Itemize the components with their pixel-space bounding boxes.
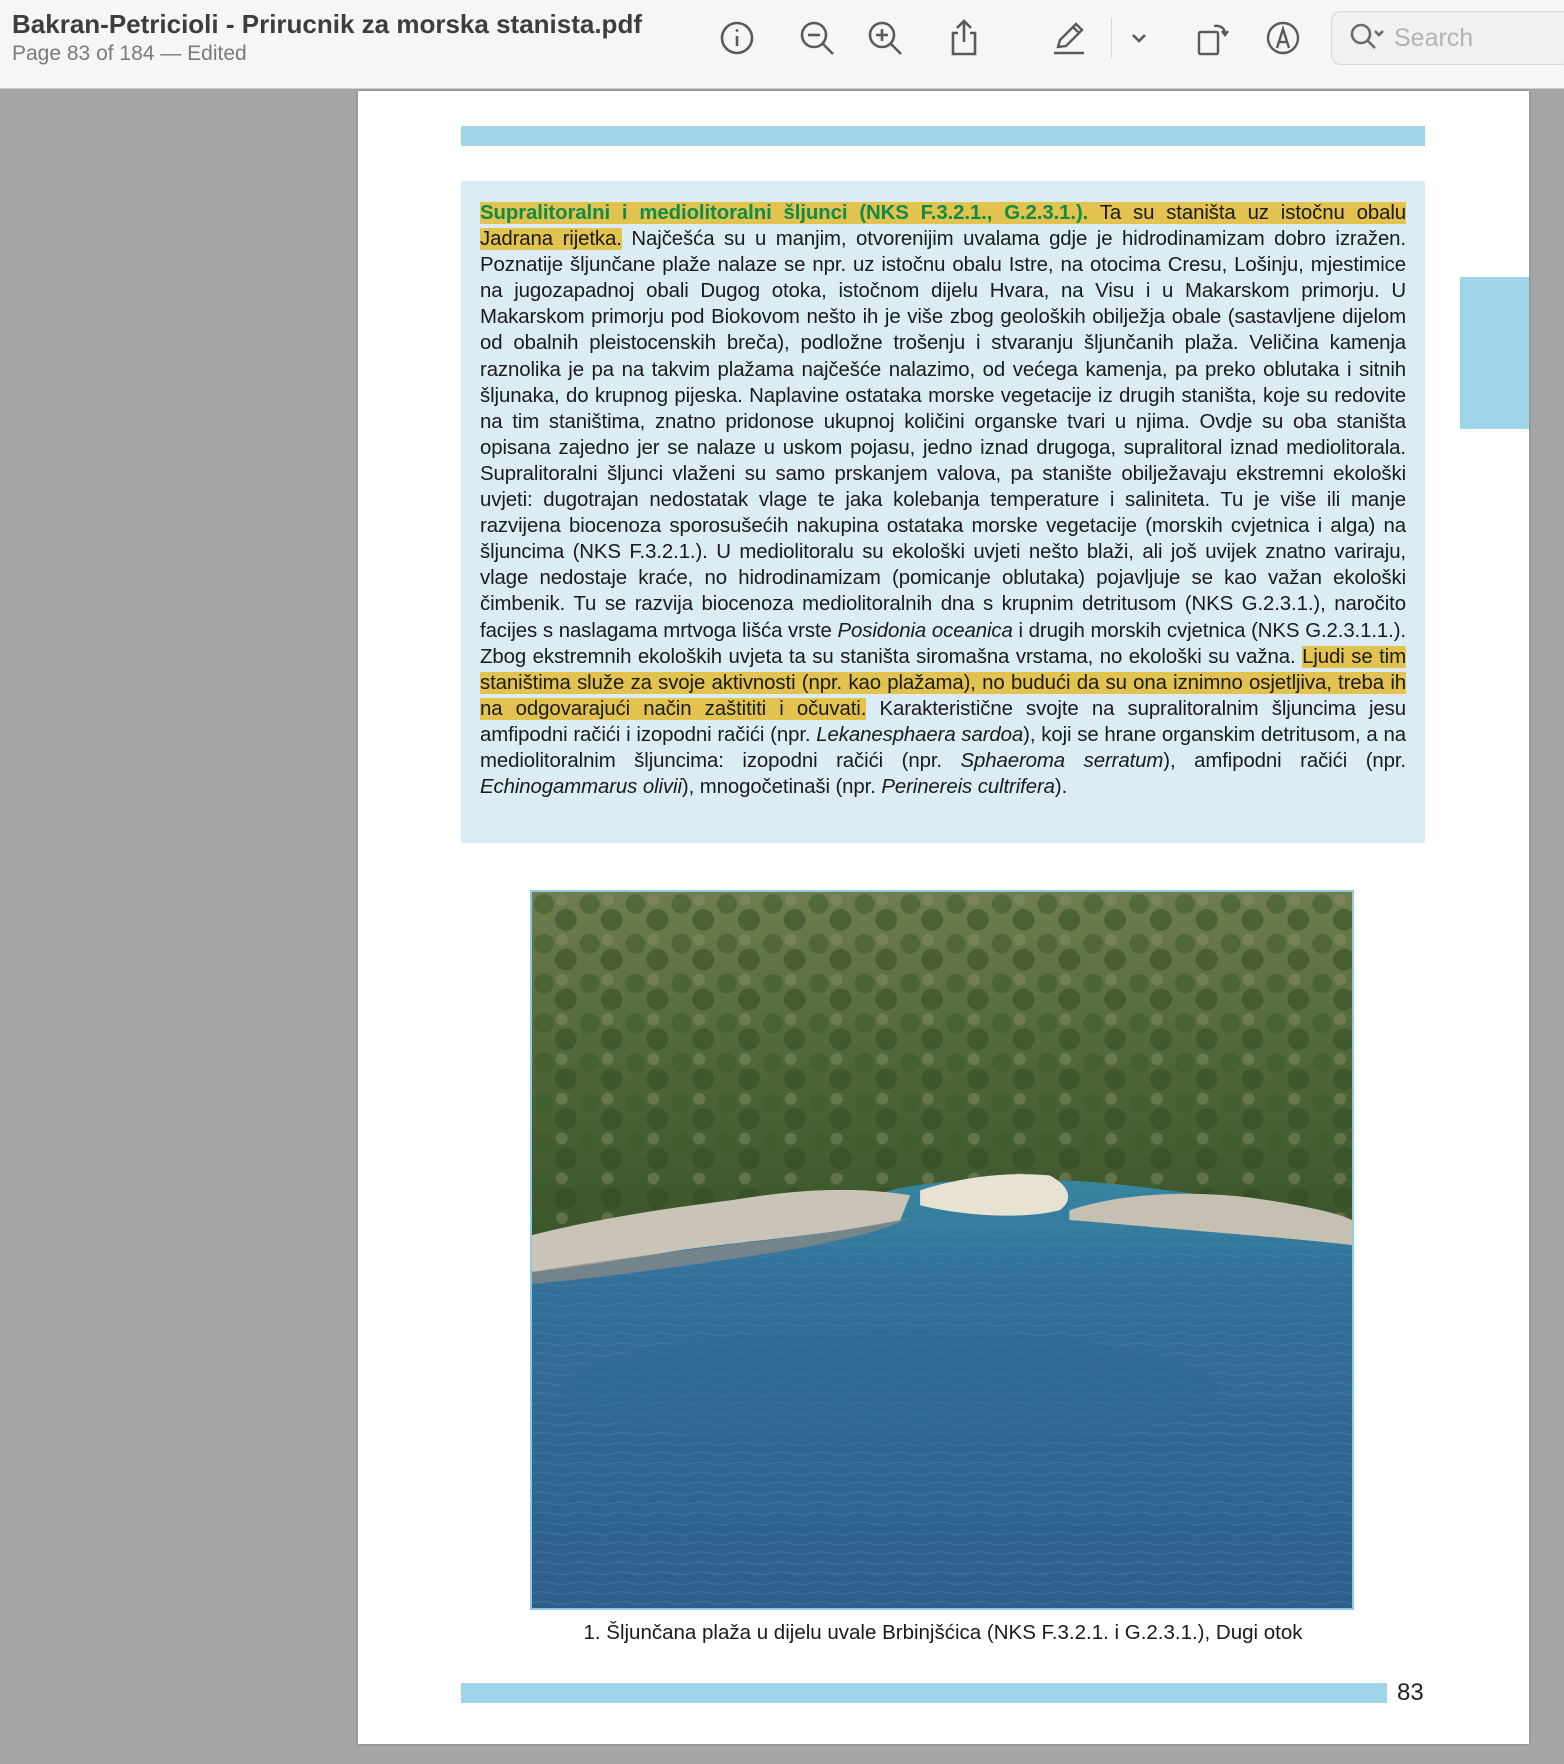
rotate-button[interactable] (1188, 14, 1236, 62)
body-text-4: ), koji se hrane organskim detritusom, a na mediolitoralnim šljuncima: izopodni račići (npr. (480, 723, 1406, 772)
zoom-out-button[interactable] (793, 14, 841, 62)
body-paragraph (480, 200, 1406, 800)
zoom-in-button[interactable] (861, 14, 909, 62)
species-name: Lekanesphaera sardoa (816, 723, 1024, 746)
toolbar-divider (1111, 18, 1112, 58)
highlighted-text-2: Ljudi se tim staništima služe za svoje aktivnosti (npr. kao plažama), no budući da su ona iznimno osjetljiva, treba ih na odgovarajući način zaštititi i očuvati. (480, 645, 1406, 720)
body-text-1: Najčešća su u manjim, otvorenijim uvalama gdje je hidrodinamizam dobro izražen. Poznatije šljunčane plaže nalaze se npr. uz istočnu obalu Istre, na otocima Cresu, Lošinju, mjestimice na jugozapadnoj obali Dugog otoka, istočnom dijelu Hvara, na Visu i u Makarskom primorju. U Makarskom primorju pod Biokovom nešto ih je više zbog geoloških obilježja obale (sastavljene dijelom od obalnih pleistocenskih breča), podložne trošenju i stvaranju šljunčanih plaža. Veličina kamenja raznolika je pa na takvim plažama najčešće nalazimo, od većega kamenja, pa preko oblutaka i sitnih šljunaka, do krupnog pijeska. Naplavine ostataka morske vegetacije iz drugih staništa, koje su redovite na tim staništima, znatno pridonose ukupnoj količini organske tvari u njima. Ovdje su oba staništa opisana zajedno jer se nalaze u uskom pojasu, jedno iznad drugoga, supralitoral iznad mediolitorala. Supralitoralni šljunci vlaženi su samo prskanjem valova, pa stanište obilježavaju ekstremni ekološki uvjeti: dugotrajan nedostatak vlage te jaka kolebanja temperature i saliniteta. Tu je više ili manje razvijena biocenoza sporosušećih nakupina ostataka morske vegetacije (morskih cvjetnica i alga) na šljuncima (NKS F.3.2.1.). U mediolitoralu su ekološki uvjeti nešto blaži, ali još uvijek znatno variraju, vlage nedostaje kraće, no hidrodinamizam (pomicanje oblutaka) pojavljuje se kao važan ekološki čimbenik. Tu se razvija biocenoza mediolitoralnih dna s krupnim detritusom (NKS G.2.3.1.), naročito facijes s naslagama mrtvoga lišća vrste (480, 228, 1406, 642)
search-field[interactable] (1331, 11, 1564, 65)
markup-pen-icon (1049, 18, 1089, 58)
zoom-out-icon (797, 18, 837, 58)
annotate-button[interactable] (1259, 14, 1307, 62)
markup-options-button[interactable] (1115, 14, 1163, 62)
info-button[interactable] (713, 14, 761, 62)
footer-band (461, 1683, 1387, 1703)
search-input[interactable] (1392, 23, 1556, 54)
species-name: Sphaeroma serratum (960, 749, 1164, 772)
body-text-2: i drugih morskih cvjetnica (NKS G.2.3.1.1.). Zbog ekstremnih ekoloških uvjeta ta su staništa siromašna vrstama, no ekološki su važna. (480, 619, 1406, 668)
body-text-5: ), amfipodni račići (npr. (1163, 749, 1407, 772)
page-number: 83 (1397, 1679, 1424, 1706)
figure-photo (530, 890, 1354, 1610)
body-text-6: ), mnogočetinaši (npr. (681, 776, 882, 799)
species-name: Posidonia oceanica (837, 619, 1013, 642)
body-text-3: Karakteristične svojte na supralitoralnim šljuncima jesu amfipodni račići i izopodni račići (npr. (480, 697, 1406, 746)
document-status: Page 83 of 184 — Edited (12, 42, 247, 65)
share-icon (944, 18, 984, 58)
body-text-7: ). (1054, 776, 1068, 799)
beach-cove-photo (532, 892, 1352, 1608)
species-name: Perinereis cultrifera (881, 776, 1055, 799)
species-name: Echinogammarus olivii (480, 776, 682, 799)
search-icon (1346, 18, 1386, 58)
document-title: Bakran-Petricioli - Prirucnik za morska stanista.pdf (12, 9, 642, 39)
rotate-icon (1192, 18, 1232, 58)
markup-button[interactable] (1045, 14, 1093, 62)
chevron-down-icon (1119, 18, 1159, 58)
info-icon (717, 18, 757, 58)
toolbar (0, 0, 1564, 89)
highlighted-text-1: Ta su staništa uz istočnu obalu Jadrana rijetka. (480, 202, 1406, 251)
chapter-side-tab (1460, 277, 1529, 429)
text-box (461, 181, 1425, 843)
pdf-page (358, 91, 1529, 1744)
zoom-in-icon (865, 18, 905, 58)
section-heading: Supralitoralni i mediolitoralni šljunci (NKS F.3.2.1., G.2.3.1.). (480, 202, 1089, 224)
figure-caption: 1. Šljunčana plaža u dijelu uvale Brbinjšćica (NKS F.3.2.1. i G.2.3.1.), Dugi otok (583, 1621, 1303, 1644)
annotate-icon (1263, 18, 1303, 58)
header-band (461, 126, 1425, 146)
share-button[interactable] (940, 14, 988, 62)
